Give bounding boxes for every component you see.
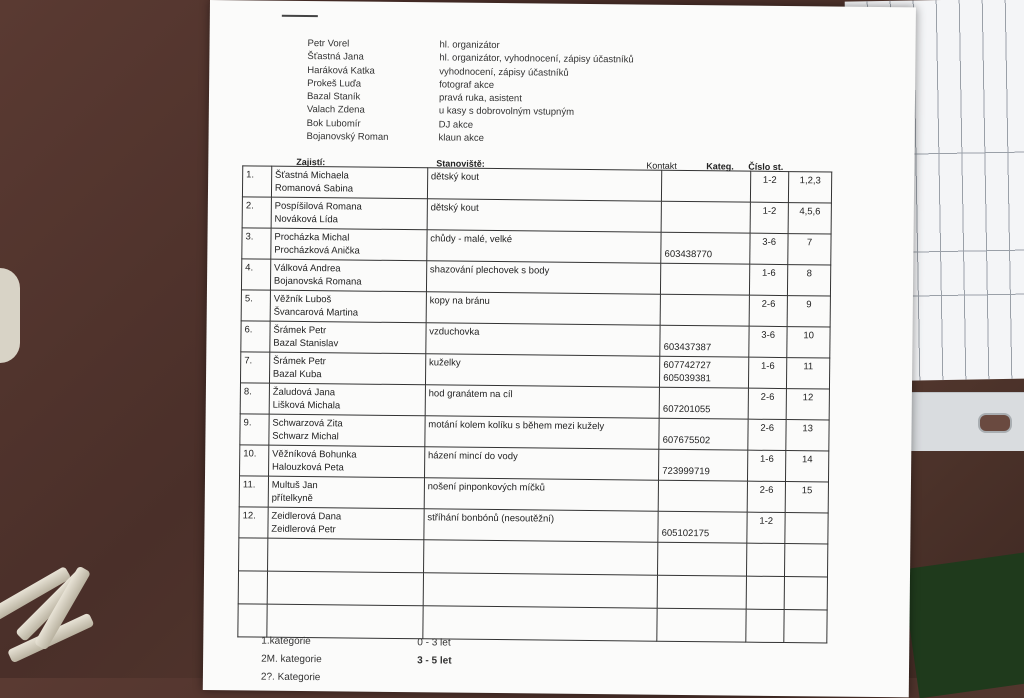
- empty-cell: [239, 538, 268, 571]
- person-name: Bojanovská Romana: [274, 275, 423, 290]
- row-number: 1.: [242, 166, 271, 197]
- person-name: Multuš Jan: [272, 479, 421, 494]
- row-contact: [660, 294, 749, 326]
- person-name: Věžník Luboš: [274, 293, 423, 308]
- row-contact: 607742727 605039381: [660, 356, 749, 388]
- row-category: 2-6: [749, 295, 787, 326]
- person-name: Švancarová Martina: [274, 306, 423, 321]
- row-category: 3-6: [749, 326, 787, 357]
- empty-cell: [747, 543, 785, 576]
- row-station: shazování plechovek s body: [426, 261, 661, 294]
- row-station: nošení pinponkových míčků: [424, 478, 659, 511]
- legend-label: 1.kategorie: [261, 633, 417, 653]
- row-station-number: 8: [788, 265, 831, 296]
- row-station: dětský kout: [427, 168, 662, 201]
- person-name: Šrámek Petr: [273, 324, 422, 339]
- person-name: Bazal Kuba: [273, 368, 422, 383]
- person-name: Zeidlerová Dana: [271, 510, 420, 525]
- row-station: kuželky: [425, 354, 660, 387]
- header-station-no: Číslo st.: [748, 162, 783, 172]
- empty-cell: [238, 571, 267, 604]
- row-contact: [661, 201, 750, 233]
- row-category: 1-6: [748, 450, 786, 481]
- row-names: [268, 445, 424, 478]
- person-name: Halouzková Peta: [272, 461, 421, 476]
- row-station-number: 14: [786, 451, 829, 482]
- organizer-name: Šťastná Jana: [307, 50, 439, 65]
- legend-row: [261, 669, 452, 689]
- row-number: 7.: [240, 352, 269, 383]
- row-category: 2-6: [747, 481, 785, 512]
- organizer-role: fotograf akce: [439, 78, 494, 92]
- row-station-number: 15: [785, 482, 828, 513]
- row-contact: 723999719: [659, 449, 748, 481]
- row-names: [268, 476, 424, 509]
- person-name: Šťastná Michaela: [275, 169, 424, 184]
- row-station: kopy na bránu: [426, 292, 661, 325]
- row-number: 8.: [240, 383, 269, 414]
- organizer-name: Bok Lubomír: [307, 117, 439, 132]
- header-category: Kateg.: [706, 161, 734, 171]
- legend-label: 2?. Kategorie: [261, 669, 417, 689]
- person-name: Nováková Lída: [274, 213, 423, 228]
- row-names: [271, 166, 427, 199]
- person-name: Pospíšilová Romana: [275, 200, 424, 215]
- row-category: 2-6: [748, 388, 786, 419]
- row-category: 2-6: [748, 419, 786, 450]
- organizer-role: hl. organizátor, vyhodnocení, zápisy účastníků: [439, 52, 633, 67]
- organizer-name: Valach Zdena: [307, 104, 439, 119]
- row-names: [270, 321, 426, 354]
- person-name: Lišková Michala: [273, 399, 422, 414]
- organizer-name: Haráková Katka: [307, 64, 439, 79]
- person-name: Bazal Stanislav: [273, 337, 422, 352]
- row-station-number: 4,5,6: [788, 203, 831, 234]
- row-station-number: 7: [788, 234, 831, 265]
- empty-cell: [657, 608, 746, 642]
- row-category: 1-2: [747, 512, 785, 543]
- header-station: Stanoviště:: [436, 158, 485, 169]
- row-names: [270, 290, 426, 323]
- row-number: 4.: [241, 259, 270, 290]
- person-name: Romanová Sabina: [275, 182, 424, 197]
- grass-patch: [902, 552, 1024, 698]
- organizer-role: DJ akce: [439, 118, 473, 132]
- header-names: Zajistí:: [296, 157, 325, 167]
- row-contact: 605102175: [658, 511, 747, 543]
- keys: [0, 570, 130, 680]
- document-page: [203, 0, 916, 697]
- row-number: 12.: [239, 507, 268, 538]
- row-station-number: 10: [787, 327, 830, 358]
- row-names: [271, 197, 427, 230]
- row-number: 11.: [239, 476, 268, 507]
- organizer-role: hl. organizátor: [439, 38, 499, 52]
- row-station-number: [785, 513, 828, 544]
- header-contact: Kontakt: [646, 161, 677, 171]
- organizer-row: [307, 130, 633, 147]
- row-station: hod granátem na cíl: [425, 385, 660, 418]
- organizer-name: Petr Vorel: [307, 37, 439, 52]
- row-number: 9.: [240, 414, 269, 445]
- row-contact: 603438770: [661, 232, 750, 264]
- row-number: 6.: [241, 321, 270, 352]
- row-contact: [661, 263, 750, 295]
- organizer-name: Bojanovský Roman: [307, 130, 439, 145]
- empty-cell: [267, 538, 423, 573]
- category-legend: [261, 633, 452, 689]
- empty-cell: [746, 576, 784, 609]
- row-station-number: 11: [787, 358, 830, 389]
- row-contact: 607201055: [659, 387, 748, 419]
- row-number: 10.: [240, 445, 269, 476]
- row-names: [268, 507, 424, 540]
- roll-object: [0, 268, 20, 363]
- person-name: Procházka Michal: [274, 231, 423, 246]
- row-station-number: 1,2,3: [789, 172, 832, 203]
- person-name: Válková Andrea: [274, 262, 423, 277]
- organizer-list: [307, 37, 634, 147]
- row-number: 5.: [241, 290, 270, 321]
- row-category: 1-2: [751, 171, 789, 202]
- empty-cell: [423, 540, 658, 575]
- assignment-table: [237, 165, 832, 643]
- row-names: [269, 383, 425, 416]
- empty-cell: [423, 573, 658, 608]
- row-contact: 603437387: [660, 325, 749, 357]
- person-name: Věžníková Bohunka: [272, 448, 421, 463]
- empty-cell: [658, 542, 747, 576]
- legend-row: [261, 633, 452, 653]
- legend-row: [261, 651, 452, 671]
- row-station-number: 9: [787, 296, 830, 327]
- organizer-name: Prokeš Luďa: [307, 77, 439, 92]
- person-name: Schwarzová Zita: [272, 417, 421, 432]
- row-station: stříhání bonbónů (nesoutěžní): [424, 509, 659, 542]
- person-name: Schwarz Michal: [272, 430, 421, 445]
- row-number: 3.: [242, 228, 271, 259]
- legend-value: 0 - 3 let: [417, 634, 451, 652]
- empty-cell: [785, 544, 828, 577]
- person-name: Žaludová Jana: [273, 386, 422, 401]
- row-category: 1-2: [750, 202, 788, 233]
- row-names: [271, 228, 427, 261]
- empty-cell: [657, 575, 746, 609]
- row-category: 1-6: [749, 357, 787, 388]
- organizer-role: klaun akce: [438, 131, 484, 145]
- row-station: házení mincí do vody: [424, 447, 659, 480]
- empty-cell: [423, 606, 658, 641]
- row-names: [269, 414, 425, 447]
- row-category: 1-6: [750, 264, 788, 295]
- legend-value: 3 - 5 let: [417, 652, 452, 670]
- organizer-role: pravá ruka, asistent: [439, 92, 522, 106]
- row-contact: [662, 170, 751, 202]
- person-name: Procházková Anička: [274, 244, 423, 259]
- row-station: motání kolem kolíku s během mezi kužely: [425, 416, 660, 449]
- row-names: [269, 352, 425, 385]
- organizer-role: vyhodnocení, zápisy účastníků: [439, 65, 569, 80]
- person-name: přítelkyně: [272, 492, 421, 507]
- row-station-number: 13: [786, 420, 829, 451]
- legend-label: 2M. kategorie: [261, 651, 417, 671]
- empty-cell: [784, 610, 827, 643]
- organizer-role: u kasy s dobrovolným vstupným: [439, 105, 574, 120]
- empty-cell: [746, 609, 784, 642]
- row-station: vzduchovka: [426, 323, 661, 356]
- row-station: dětský kout: [427, 199, 662, 232]
- row-contact: 607675502: [659, 418, 748, 450]
- row-contact: [658, 480, 747, 512]
- row-category: 3-6: [750, 233, 788, 264]
- person-name: Zeidlerová Petr: [271, 523, 420, 538]
- organizer-name: Bazal Staník: [307, 90, 439, 105]
- row-station: chůdy - malé, velké: [427, 230, 662, 263]
- person-name: Šrámek Petr: [273, 355, 422, 370]
- binder-hole: [978, 413, 1012, 433]
- row-number: 2.: [242, 197, 271, 228]
- pen-mark: [282, 15, 318, 17]
- row-station-number: 12: [786, 389, 829, 420]
- row-names: [270, 259, 426, 292]
- empty-cell: [784, 577, 827, 610]
- empty-cell: [267, 571, 423, 606]
